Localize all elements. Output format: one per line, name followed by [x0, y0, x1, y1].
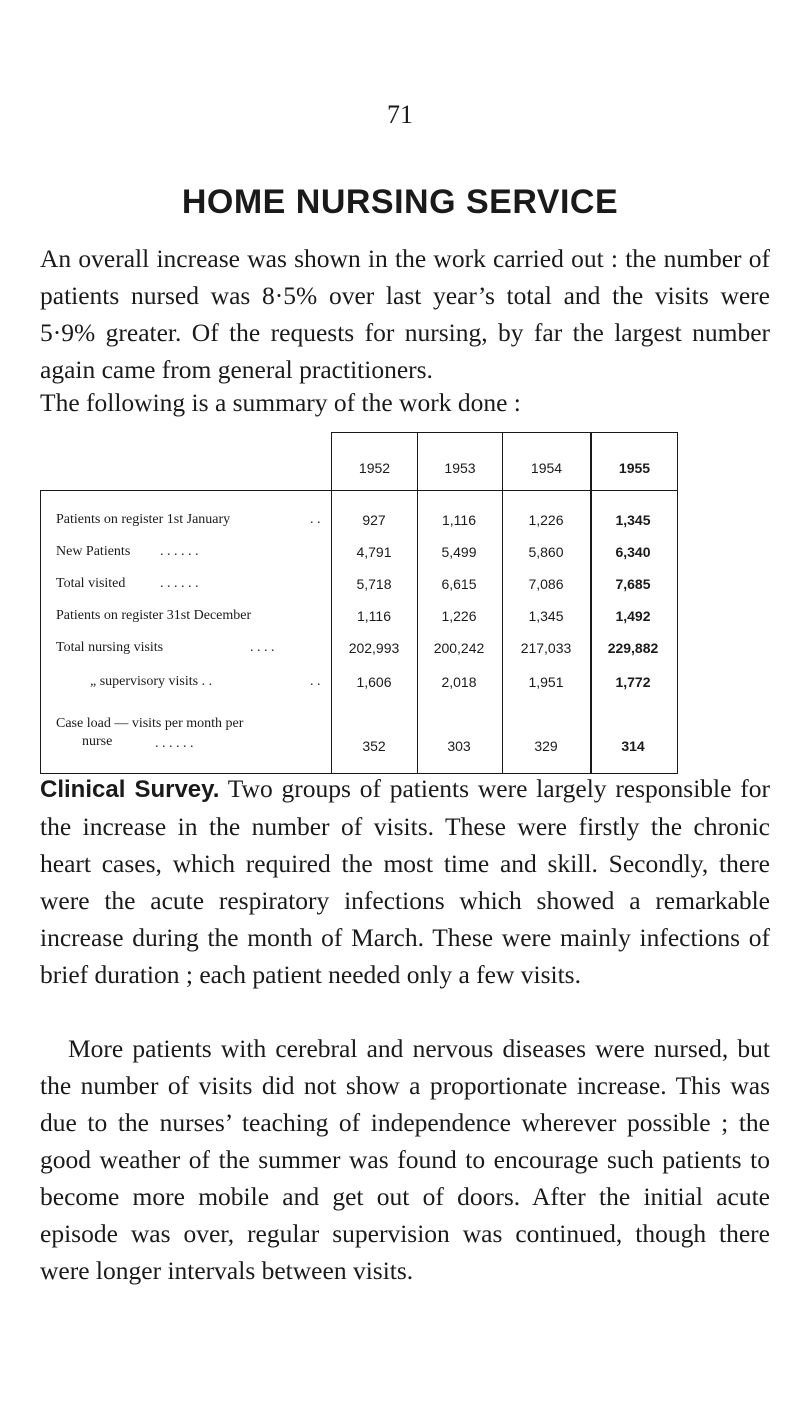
cell: 303 — [447, 738, 471, 754]
cell: 7,685 — [615, 576, 651, 592]
col-header-1955: 1955 — [618, 460, 651, 476]
cell: 202,993 — [348, 640, 400, 656]
col-header-1952: 1952 — [358, 460, 391, 476]
cell: 1,226 — [528, 512, 564, 528]
clinical-survey-paragraph — [40, 770, 770, 993]
cell: 5,860 — [528, 544, 564, 560]
table-top-rule — [331, 432, 678, 433]
cell: 7,086 — [528, 576, 564, 592]
cell: 200,242 — [433, 640, 485, 656]
clinical-survey-heading: Clinical Survey. — [40, 776, 220, 803]
column-divider-1955 — [590, 432, 592, 774]
table-border-left — [40, 490, 41, 774]
row-leader-dots: . . . . . . — [155, 736, 194, 751]
cell: 1,226 — [441, 608, 477, 624]
cell: 229,882 — [607, 640, 659, 656]
cell: 314 — [621, 738, 645, 754]
row-leader-dots: . . — [310, 512, 321, 527]
page-title: HOME NURSING SERVICE — [181, 183, 619, 221]
table-lead-in: The following is a summary of the work done : — [40, 388, 521, 417]
row-label: „ supervisory visits . . — [90, 674, 213, 689]
cell: 6,615 — [441, 576, 477, 592]
closing-paragraph: More patients with cerebral and nervous diseases were nursed, but the number of visits did not show a proportionate increase. This was due to the nurses’ teaching of independence wherever possible ; the good weather of the summer was found to encourage such patients to become more mobile and get out of doors. After the initial acute episode was over, regular supervision was continued, though there were longer intervals between visits. — [40, 1034, 770, 1285]
cell: 1,116 — [442, 512, 476, 528]
row-label: Patients on register 31st December — [56, 608, 252, 623]
header-rule — [40, 490, 678, 491]
column-divider-1954 — [502, 432, 503, 774]
cell: 5,718 — [356, 576, 392, 592]
cell: 1,772 — [615, 674, 651, 690]
cell: 6,340 — [615, 544, 651, 560]
col-header-1954: 1954 — [530, 460, 563, 476]
cell: 1,606 — [356, 674, 392, 690]
table-border-right — [677, 432, 678, 774]
col-header-1953: 1953 — [444, 460, 476, 476]
cell: 352 — [362, 738, 386, 754]
summary-table — [40, 432, 680, 774]
cell: 1,345 — [528, 608, 564, 624]
row-label: Case load — visits per month per — [56, 716, 244, 731]
cell: 2,018 — [441, 674, 477, 690]
row-leader-dots: . . . . — [250, 640, 275, 655]
row-label: New Patients — [56, 544, 131, 559]
row-label: Patients on register 1st January — [56, 512, 231, 527]
cell: 5,499 — [441, 544, 477, 560]
cell: 1,951 — [528, 674, 564, 690]
row-label: Total nursing visits — [56, 640, 164, 655]
cell: 1,492 — [615, 608, 651, 624]
cell: 1,345 — [615, 512, 651, 528]
row-label: Total visited — [56, 576, 126, 591]
cell: 1,116 — [357, 608, 391, 624]
page-number: 71 — [387, 100, 413, 129]
cell: 217,033 — [520, 640, 572, 656]
row-leader-dots: . . . . . . — [160, 576, 199, 591]
row-leader-dots: . . . . . . — [160, 544, 199, 559]
column-divider-1953 — [417, 432, 418, 774]
clinical-survey-text: Two groups of patients were largely responsible for the increase in the number of visits. These were firstly the chronic heart cases, which required the most time and skill. Secondly, there were the acute respiratory infections which showed a remarkable increase during the month of March. These were mainly infections of brief duration ; each patient needed only a few visits. — [40, 774, 770, 989]
cell: 329 — [534, 738, 558, 754]
intro-paragraph: An overall increase was shown in the work carried out : the number of patients nursed was 8·5% over last year’s total and the visits were 5·9% greater. Of the requests for nursing, by far the largest number again came from general practitioners. — [40, 244, 770, 384]
cell: 4,791 — [356, 544, 392, 560]
cell: 927 — [362, 512, 386, 528]
row-label-continued: nurse — [82, 734, 113, 749]
row-leader-dots: . . — [310, 674, 321, 689]
